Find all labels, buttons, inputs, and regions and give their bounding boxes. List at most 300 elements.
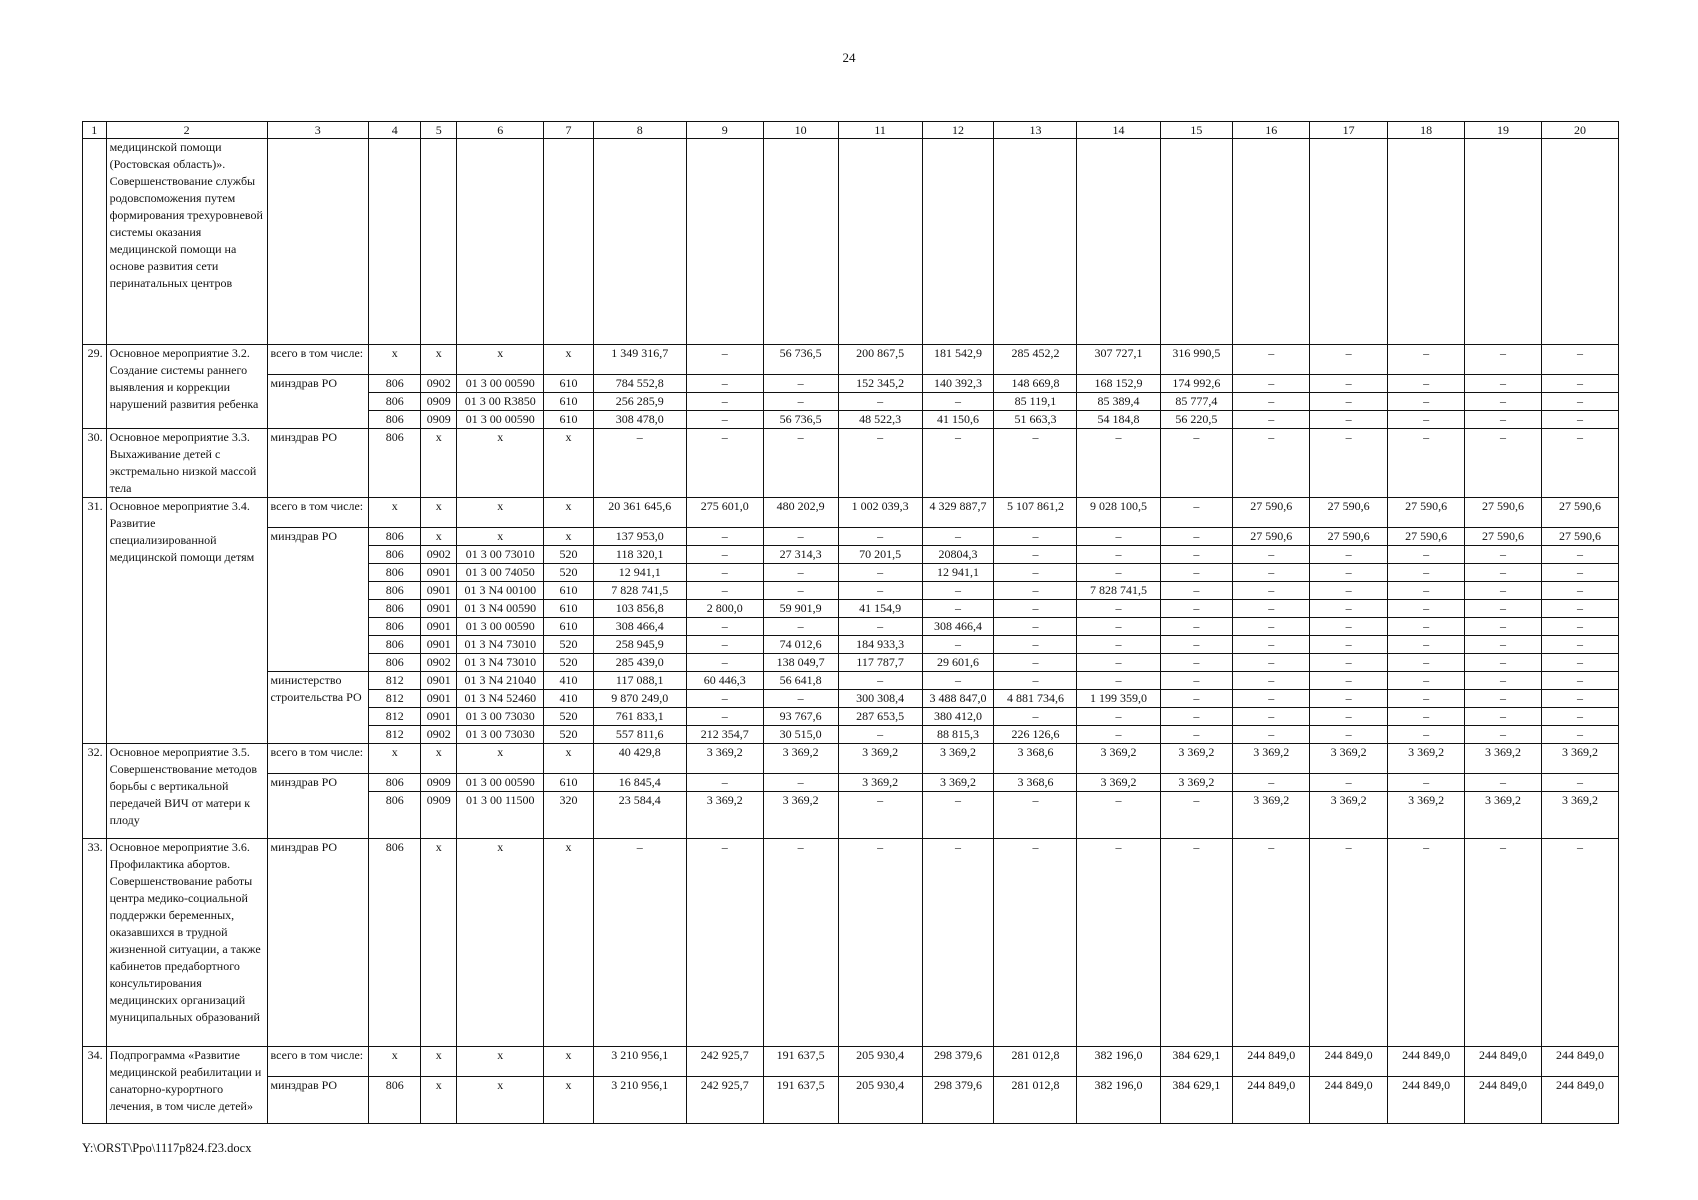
value-cell: –	[1233, 708, 1310, 726]
value-cell: 12 941,1	[593, 564, 686, 582]
value-cell: –	[838, 393, 922, 411]
value-cell: –	[686, 618, 763, 636]
cell	[686, 139, 763, 345]
value-cell: –	[1233, 429, 1310, 498]
value-cell: –	[1160, 672, 1233, 690]
value-cell: 244 849,0	[1465, 1047, 1542, 1077]
value-cell: –	[1310, 654, 1388, 672]
executor-cell: минздрав РО	[267, 375, 369, 429]
value-cell: 70 201,5	[838, 546, 922, 564]
value-cell: 1 199 359,0	[1077, 690, 1160, 708]
executor-cell: минздрав РО	[267, 839, 369, 1047]
value-cell: –	[1465, 546, 1542, 564]
table-row	[83, 375, 1619, 393]
value-cell: х	[421, 345, 457, 375]
value-cell: 01 3 N4 21040	[457, 672, 544, 690]
cell	[1541, 139, 1618, 345]
footer-file-path: Y:\ORST\Ppo\1117p824.f23.docx	[82, 1141, 252, 1155]
value-cell: 01 3 00 00590	[457, 618, 544, 636]
value-cell: 27 590,6	[1233, 528, 1310, 546]
value-cell: 181 542,9	[922, 345, 994, 375]
value-cell: 0901	[421, 582, 457, 600]
value-cell: 806	[369, 839, 421, 1047]
value-cell: –	[1310, 672, 1388, 690]
value-cell: 0901	[421, 600, 457, 618]
value-cell: –	[922, 429, 994, 498]
value-cell: –	[1465, 774, 1542, 792]
header-cell: 5	[421, 122, 457, 139]
value-cell: –	[1233, 375, 1310, 393]
value-cell: 256 285,9	[593, 393, 686, 411]
header-cell: 10	[763, 122, 838, 139]
header-cell: 7	[544, 122, 593, 139]
value-cell: 806	[369, 528, 421, 546]
value-cell: 3 369,2	[838, 744, 922, 774]
value-cell: 410	[544, 690, 593, 708]
value-cell: –	[1388, 564, 1465, 582]
activity-name: Основное мероприятие 3.4. Развитие специализированной медицинской помощи детям	[106, 498, 267, 744]
value-cell: –	[1077, 636, 1160, 654]
value-cell: –	[838, 672, 922, 690]
cell	[369, 139, 421, 345]
table-row	[83, 345, 1619, 375]
value-cell: 29 601,6	[922, 654, 994, 672]
value-cell: 244 849,0	[1233, 1077, 1310, 1124]
value-cell: –	[1160, 654, 1233, 672]
value-cell: 520	[544, 546, 593, 564]
cell	[1388, 139, 1465, 345]
value-cell: 103 856,8	[593, 600, 686, 618]
value-cell: –	[1077, 528, 1160, 546]
value-cell: –	[1310, 375, 1388, 393]
value-cell: –	[1310, 345, 1388, 375]
value-cell: 4 881 734,6	[994, 690, 1077, 708]
value-cell: 2 800,0	[686, 600, 763, 618]
value-cell: 281 012,8	[994, 1077, 1077, 1124]
value-cell: –	[763, 528, 838, 546]
value-cell: –	[994, 654, 1077, 672]
value-cell: 74 012,6	[763, 636, 838, 654]
value-cell: 27 590,6	[1388, 528, 1465, 546]
value-cell: –	[1541, 345, 1618, 375]
value-cell: 226 126,6	[994, 726, 1077, 744]
value-cell: 380 412,0	[922, 708, 994, 726]
value-cell: –	[1077, 792, 1160, 839]
value-cell: –	[1541, 564, 1618, 582]
cell	[457, 139, 544, 345]
value-cell: –	[763, 618, 838, 636]
value-cell: 281 012,8	[994, 1047, 1077, 1077]
value-cell: –	[1077, 654, 1160, 672]
value-cell: 3 369,2	[686, 792, 763, 839]
table-body	[83, 122, 1619, 1124]
value-cell: 0901	[421, 672, 457, 690]
value-cell: 85 119,1	[994, 393, 1077, 411]
value-cell: 85 777,4	[1160, 393, 1233, 411]
value-cell: 01 3 N4 73010	[457, 654, 544, 672]
value-cell: –	[686, 564, 763, 582]
value-cell: –	[838, 726, 922, 744]
value-cell: 3 369,2	[1541, 744, 1618, 774]
value-cell: 806	[369, 618, 421, 636]
value-cell: 308 478,0	[593, 411, 686, 429]
value-cell: 812	[369, 726, 421, 744]
value-cell: 1 002 039,3	[838, 498, 922, 528]
value-cell: –	[1465, 393, 1542, 411]
header-cell: 17	[1310, 122, 1388, 139]
value-cell: –	[838, 582, 922, 600]
activity-name: Основное мероприятие 3.5. Совершенствование методов борьбы с вертикальной передачей ВИЧ от матери к плоду	[106, 744, 267, 839]
value-cell: 0909	[421, 411, 457, 429]
value-cell: –	[922, 792, 994, 839]
value-cell: 01 3 00 11500	[457, 792, 544, 839]
value-cell: –	[1465, 582, 1542, 600]
value-cell: 0902	[421, 654, 457, 672]
value-cell: –	[1160, 564, 1233, 582]
cell	[1465, 139, 1542, 345]
continuation-text: медицинской помощи (Ростовская область)». Совершенствование службы родовспоможения путем формирования трехуровневой системы оказания медицинской помощи на основе развития сети перинатальных центров	[106, 139, 267, 345]
value-cell: –	[1541, 546, 1618, 564]
value-cell: –	[686, 654, 763, 672]
continuation-row	[83, 139, 1619, 345]
value-cell: –	[1541, 618, 1618, 636]
value-cell: 812	[369, 708, 421, 726]
value-cell: –	[1310, 546, 1388, 564]
value-cell: –	[1388, 411, 1465, 429]
value-cell: 59 901,9	[763, 600, 838, 618]
value-cell: –	[1077, 546, 1160, 564]
value-cell: 806	[369, 600, 421, 618]
value-cell: 244 849,0	[1541, 1047, 1618, 1077]
value-cell: 4 329 887,7	[922, 498, 994, 528]
value-cell: 148 669,8	[994, 375, 1077, 393]
value-cell: 20804,3	[922, 546, 994, 564]
value-cell: 384 629,1	[1160, 1047, 1233, 1077]
value-cell: –	[1233, 774, 1310, 792]
executor-cell: всего в том числе:	[267, 345, 369, 375]
value-cell: –	[1388, 393, 1465, 411]
value-cell: 244 849,0	[1541, 1077, 1618, 1124]
value-cell: 27 590,6	[1465, 528, 1542, 546]
value-cell: 3 369,2	[1160, 774, 1233, 792]
cell	[1160, 139, 1233, 345]
value-cell: –	[686, 690, 763, 708]
value-cell: 137 953,0	[593, 528, 686, 546]
value-cell: 0901	[421, 564, 457, 582]
executor-cell: всего в том числе:	[267, 744, 369, 774]
value-cell: –	[1465, 726, 1542, 744]
table-row	[83, 1047, 1619, 1077]
value-cell: 761 833,1	[593, 708, 686, 726]
executor-cell: минздрав РО	[267, 429, 369, 498]
header-cell: 16	[1233, 122, 1310, 139]
value-cell: 0901	[421, 636, 457, 654]
executor-cell: минздрав РО	[267, 1077, 369, 1124]
value-cell: –	[1388, 429, 1465, 498]
value-cell: –	[763, 393, 838, 411]
value-cell: х	[457, 498, 544, 528]
value-cell: 258 945,9	[593, 636, 686, 654]
value-cell: –	[1160, 726, 1233, 744]
value-cell: 88 815,3	[922, 726, 994, 744]
page-number: 24	[842, 50, 856, 65]
value-cell: –	[1310, 636, 1388, 654]
value-cell: 0909	[421, 792, 457, 839]
value-cell: –	[1160, 792, 1233, 839]
value-cell: 244 849,0	[1388, 1047, 1465, 1077]
value-cell: х	[544, 839, 593, 1047]
value-cell: 0902	[421, 726, 457, 744]
value-cell: 806	[369, 393, 421, 411]
value-cell: –	[1160, 708, 1233, 726]
value-cell: –	[1541, 726, 1618, 744]
value-cell: –	[686, 345, 763, 375]
value-cell: х	[457, 345, 544, 375]
value-cell: –	[1310, 429, 1388, 498]
value-cell: 0901	[421, 618, 457, 636]
value-cell: –	[1541, 654, 1618, 672]
table-row	[83, 429, 1619, 498]
value-cell: –	[1310, 839, 1388, 1047]
value-cell: 27 590,6	[1310, 498, 1388, 528]
value-cell: 191 637,5	[763, 1077, 838, 1124]
value-cell: –	[1465, 690, 1542, 708]
row-number: 33.	[83, 839, 107, 1047]
value-cell: –	[1388, 708, 1465, 726]
value-cell: 01 3 N4 52460	[457, 690, 544, 708]
value-cell: 520	[544, 654, 593, 672]
value-cell: 205 930,4	[838, 1077, 922, 1124]
table-row	[83, 839, 1619, 1047]
row-number: 29.	[83, 345, 107, 429]
value-cell: 01 3 00 R3850	[457, 393, 544, 411]
value-cell: –	[1233, 546, 1310, 564]
value-cell: 200 867,5	[838, 345, 922, 375]
value-cell: 3 369,2	[1077, 774, 1160, 792]
value-cell: –	[593, 839, 686, 1047]
value-cell: –	[838, 839, 922, 1047]
value-cell: х	[544, 1047, 593, 1077]
value-cell: –	[1233, 672, 1310, 690]
value-cell: 3 369,2	[1541, 792, 1618, 839]
value-cell: –	[1233, 618, 1310, 636]
value-cell: 212 354,7	[686, 726, 763, 744]
value-cell: 0901	[421, 690, 457, 708]
header-cell: 15	[1160, 122, 1233, 139]
value-cell: –	[1310, 411, 1388, 429]
value-cell: –	[1541, 672, 1618, 690]
value-cell: –	[1388, 726, 1465, 744]
value-cell: 384 629,1	[1160, 1077, 1233, 1124]
value-cell: –	[1465, 654, 1542, 672]
value-cell: 3 369,2	[1233, 792, 1310, 839]
value-cell: 23 584,4	[593, 792, 686, 839]
header-cell: 6	[457, 122, 544, 139]
value-cell: 174 992,6	[1160, 375, 1233, 393]
value-cell: 610	[544, 393, 593, 411]
value-cell: –	[686, 393, 763, 411]
value-cell: –	[763, 690, 838, 708]
row-number: 30.	[83, 429, 107, 498]
value-cell: –	[686, 429, 763, 498]
value-cell: 287 653,5	[838, 708, 922, 726]
value-cell: х	[544, 498, 593, 528]
value-cell: 3 210 956,1	[593, 1047, 686, 1077]
activity-name: Подпрограмма «Развитие медицинской реабилитации и санаторно-курортного лечения, в том числе детей»	[106, 1047, 267, 1124]
value-cell: –	[1465, 618, 1542, 636]
value-cell: 3 369,2	[1310, 792, 1388, 839]
value-cell: –	[838, 528, 922, 546]
cell	[83, 139, 107, 345]
value-cell: –	[1077, 839, 1160, 1047]
value-cell: 205 930,4	[838, 1047, 922, 1077]
value-cell: –	[1233, 726, 1310, 744]
value-cell: –	[1077, 600, 1160, 618]
value-cell: 16 845,4	[593, 774, 686, 792]
value-cell: –	[763, 839, 838, 1047]
value-cell: 610	[544, 582, 593, 600]
value-cell: –	[1160, 429, 1233, 498]
value-cell: –	[994, 600, 1077, 618]
header-cell: 11	[838, 122, 922, 139]
value-cell: 3 369,2	[1233, 744, 1310, 774]
value-cell: 118 320,1	[593, 546, 686, 564]
value-cell: –	[1077, 726, 1160, 744]
value-cell: 01 3 00 00590	[457, 774, 544, 792]
value-cell: –	[1233, 690, 1310, 708]
value-cell: –	[994, 546, 1077, 564]
value-cell: 480 202,9	[763, 498, 838, 528]
value-cell: 320	[544, 792, 593, 839]
value-cell: –	[1077, 564, 1160, 582]
value-cell: 3 369,2	[1310, 744, 1388, 774]
value-cell: –	[1160, 582, 1233, 600]
value-cell: 307 727,1	[1077, 345, 1160, 375]
cell	[994, 139, 1077, 345]
value-cell: –	[922, 839, 994, 1047]
value-cell: 3 369,2	[763, 744, 838, 774]
header-cell: 19	[1465, 122, 1542, 139]
value-cell: 191 637,5	[763, 1047, 838, 1077]
value-cell: –	[1077, 429, 1160, 498]
value-cell: 610	[544, 411, 593, 429]
value-cell: 3 369,2	[922, 744, 994, 774]
value-cell: –	[1465, 600, 1542, 618]
value-cell: 9 870 249,0	[593, 690, 686, 708]
value-cell: 812	[369, 672, 421, 690]
value-cell: 242 925,7	[686, 1077, 763, 1124]
value-cell: 27 590,6	[1465, 498, 1542, 528]
value-cell: –	[1388, 345, 1465, 375]
value-cell: –	[686, 774, 763, 792]
header-cell: 9	[686, 122, 763, 139]
value-cell: 3 369,2	[1388, 792, 1465, 839]
value-cell: 244 849,0	[1310, 1047, 1388, 1077]
value-cell: –	[922, 672, 994, 690]
value-cell: –	[1233, 393, 1310, 411]
value-cell: 56 220,5	[1160, 411, 1233, 429]
value-cell: 308 466,4	[593, 618, 686, 636]
value-cell: 520	[544, 564, 593, 582]
value-cell: х	[544, 528, 593, 546]
value-cell: –	[1233, 345, 1310, 375]
value-cell: –	[994, 582, 1077, 600]
value-cell: 117 787,7	[838, 654, 922, 672]
value-cell: 0902	[421, 546, 457, 564]
value-cell: –	[1310, 774, 1388, 792]
value-cell: 806	[369, 546, 421, 564]
value-cell: 806	[369, 792, 421, 839]
cell	[421, 139, 457, 345]
value-cell: –	[1310, 600, 1388, 618]
value-cell: –	[1310, 690, 1388, 708]
value-cell: –	[994, 839, 1077, 1047]
value-cell: –	[1310, 564, 1388, 582]
value-cell: –	[1160, 690, 1233, 708]
value-cell: –	[763, 429, 838, 498]
executor-cell: всего в том числе:	[267, 498, 369, 528]
value-cell: 3 369,2	[1388, 744, 1465, 774]
value-cell: –	[1465, 708, 1542, 726]
value-cell: 300 308,4	[838, 690, 922, 708]
value-cell: 27 590,6	[1310, 528, 1388, 546]
value-cell: 610	[544, 618, 593, 636]
row-number: 34.	[83, 1047, 107, 1124]
value-cell: х	[421, 1077, 457, 1124]
value-cell: 298 379,6	[922, 1047, 994, 1077]
value-cell: х	[544, 1077, 593, 1124]
value-cell: 285 439,0	[593, 654, 686, 672]
value-cell: 01 3 N4 73010	[457, 636, 544, 654]
value-cell: 3 369,2	[686, 744, 763, 774]
value-cell: х	[544, 429, 593, 498]
value-cell: х	[421, 839, 457, 1047]
value-cell: –	[1388, 774, 1465, 792]
value-cell: 01 3 N4 00590	[457, 600, 544, 618]
value-cell: –	[1465, 672, 1542, 690]
value-cell: 27 590,6	[1541, 528, 1618, 546]
value-cell: –	[1541, 774, 1618, 792]
value-cell: –	[1233, 636, 1310, 654]
value-cell: х	[457, 744, 544, 774]
value-cell: 0901	[421, 708, 457, 726]
executor-cell: всего в том числе:	[267, 1047, 369, 1077]
value-cell: –	[686, 411, 763, 429]
value-cell: –	[1541, 690, 1618, 708]
value-cell: –	[1160, 498, 1233, 528]
value-cell: 01 3 00 00590	[457, 411, 544, 429]
value-cell: 520	[544, 636, 593, 654]
value-cell: –	[1541, 839, 1618, 1047]
value-cell: –	[1541, 600, 1618, 618]
value-cell: 40 429,8	[593, 744, 686, 774]
value-cell: 806	[369, 774, 421, 792]
value-cell: –	[1160, 528, 1233, 546]
value-cell: 382 196,0	[1077, 1047, 1160, 1077]
value-cell: 168 152,9	[1077, 375, 1160, 393]
cell	[544, 139, 593, 345]
value-cell: 9 028 100,5	[1077, 498, 1160, 528]
header-cell: 8	[593, 122, 686, 139]
value-cell: 20 361 645,6	[593, 498, 686, 528]
value-cell: –	[763, 582, 838, 600]
value-cell: –	[994, 618, 1077, 636]
value-cell: –	[1310, 708, 1388, 726]
value-cell: –	[922, 582, 994, 600]
value-cell: 7 828 741,5	[1077, 582, 1160, 600]
header-cell: 20	[1541, 122, 1618, 139]
cell	[838, 139, 922, 345]
